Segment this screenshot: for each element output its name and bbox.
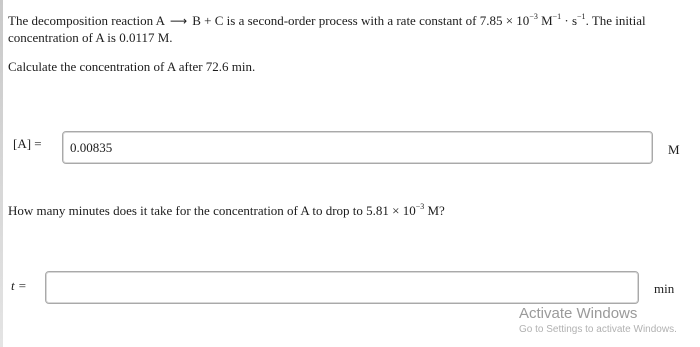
exponent-rate: −3 — [529, 12, 538, 21]
question-line-3: Calculate the concentration of A after 72.6 min. — [8, 59, 256, 74]
concentration-input[interactable] — [62, 131, 653, 164]
question-text-part5: . The initial — [585, 13, 646, 28]
question-line-1 — [8, 12, 646, 30]
question-2 — [8, 203, 445, 219]
watermark-subtitle: Go to Settings to activate Windows. — [519, 324, 677, 335]
question-text-part1: The decomposition reaction A — [8, 13, 166, 28]
exponent-seconds: −1 — [577, 12, 586, 21]
question-text-part3: M — [537, 13, 553, 28]
question-2-text-end: M? — [424, 203, 445, 218]
page-left-edge — [0, 0, 3, 347]
exponent-molar: −1 — [552, 12, 562, 21]
concentration-label: [A] = — [13, 136, 42, 151]
concentration-unit: M — [668, 142, 680, 157]
time-label: t = — [11, 278, 27, 293]
question-line-2: concentration of A is 0.0117 M. — [8, 30, 173, 45]
question-2-exponent: −3 — [415, 202, 425, 211]
watermark-title: Activate Windows — [519, 305, 638, 322]
question-2-text: How many minutes does it take for the concentration of A to drop to 5.81 × 10 — [8, 203, 416, 218]
time-input[interactable] — [45, 271, 639, 304]
question-text-part2: B + C is a second-order process with a rate constant of 7.85 × 10 — [192, 13, 530, 28]
time-unit: min — [654, 281, 675, 296]
reaction-arrow-icon: ⟶ — [170, 14, 188, 28]
question-text-part4: · s — [561, 13, 578, 28]
